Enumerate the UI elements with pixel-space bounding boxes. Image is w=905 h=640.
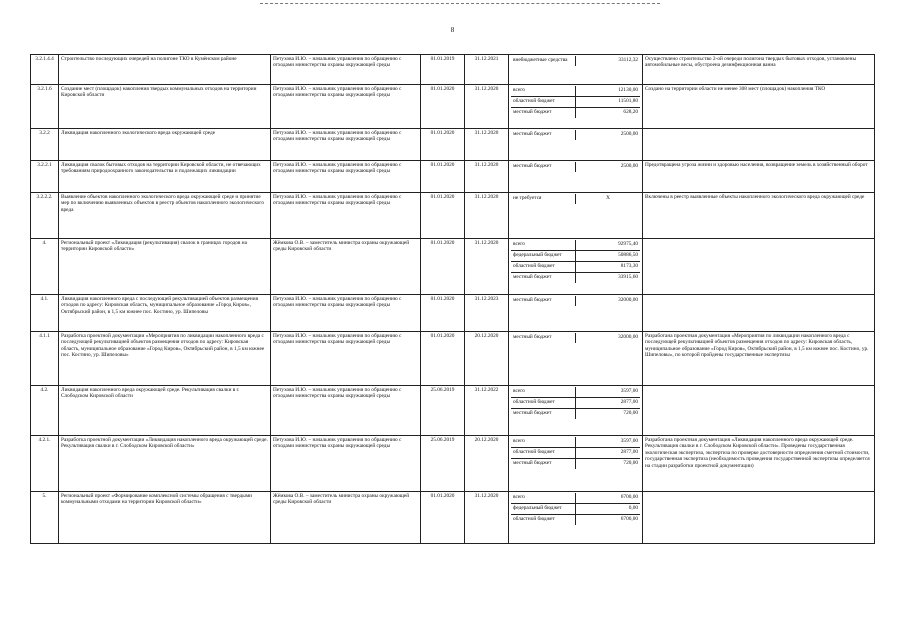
funding-source-label: областной бюджет [511,515,576,525]
funding-sources [509,492,643,544]
start-date: 01.01.2020 [421,129,465,161]
end-date: 20.12.2020 [465,436,509,492]
funding-source-row [511,459,640,469]
table-row [31,295,875,332]
activity-name: Ликвидация накопленного вреда окружающей среде. Рекультивация свалки в г. Слободском Кировской области [59,386,271,436]
funding-source-row [511,296,640,306]
start-date: 01.01.2020 [421,193,465,239]
funding-amount: 92975,40 [618,241,638,247]
responsible-person: Петухова И.Ю. – начальник управления по обращению с отходами министерства охраны окружающей среды [271,129,421,161]
table-row [31,386,875,436]
funding-amount: 720,00 [623,460,638,466]
end-date: 31.12.2020 [465,239,509,295]
activity-name: Выявление объектов накопленного экологического вреда окружающей среде и принятие мер по включению выявленных объектов в реестр объектов накопленного экологического вреда [59,193,271,239]
table-row [31,129,875,161]
table-row [31,55,875,85]
funding-source-label: местный бюджет [511,459,576,469]
funding-amount: 2500,00 [620,163,638,169]
start-date: 01.01.2020 [421,239,465,295]
funding-source-row [511,515,640,525]
funding-source-label: не требуется [511,194,576,204]
table-row [31,436,875,492]
start-date: 01.01.2020 [421,85,465,129]
responsible-person: Петухова И.Ю. – начальник управления по обращению с отходами министерства охраны окружающей среды [271,386,421,436]
funding-source-label: местный бюджет [511,273,576,283]
expected-result: Осуществлено строительство 2-ой очереди полигона твердых бытовых отходов, установлены автомобильные весы, обустроена дезинфекционная ванна [643,55,875,85]
activity-name: Ликвидация свалок бытовых отходов на территории Кировской области, не отвечающих требованиям природоохранного законодательства и подлежащих ликвидации [59,161,271,193]
funding-source-label: областной бюджет [511,448,576,458]
expected-result: Разработана проектная документация «Ликвидация накопленного вреда окружающей среде. Рекультивация свалки в г. Слободском Кировской области». Проведены государственная экологическая экспертиза, экспертиза по проверке достоверности определения сметной стоимости, государственная экспертиза (необходимость проведения государственной экспертизы определяется на стадии разработки проектной документации) [643,436,875,492]
funding-source-label: федеральный бюджет [511,251,576,261]
activities-table [30,54,875,544]
funding-source-row [511,333,640,343]
end-date: 20.12.2020 [465,332,509,386]
funding-amount: 32000,00 [618,334,638,340]
funding-sources [509,295,643,332]
page-number: 8 [450,26,455,34]
funding-source-label: местный бюджет [511,333,576,343]
row-number: 3.2.2.2. [31,193,59,239]
activities-table-body [31,55,875,544]
responsible-person: Петухова И.Ю. – начальник управления по обращению с отходами министерства охраны окружающей среды [271,55,421,85]
funding-source-row [511,273,640,283]
row-number: 3.2.2 [31,129,59,161]
funding-source-row [511,130,640,140]
table-row [31,239,875,295]
funding-source-label: местный бюджет [511,409,576,419]
funding-source-row [511,240,640,251]
end-date: 31.12.2020 [465,193,509,239]
funding-source-label: местный бюджет [511,162,576,172]
row-number: 4.2.1. [31,436,59,492]
expected-result: Создано на территории области не менее 308 мест (площадок) накопления ТКО [643,85,875,129]
funding-sources [509,55,643,85]
funding-amount: 33112,32 [618,57,638,63]
activity-name: Создание мест (площадок) накопления твердых коммунальных отходов на территории Кировской области [59,85,271,129]
row-number: 4.1.1 [31,332,59,386]
start-date: 01.01.2019 [421,55,465,85]
funding-source-row [511,108,640,118]
end-date: 31.12.2021 [465,55,509,85]
table-row [31,85,875,129]
funding-source-row [511,437,640,448]
start-date: 01.01.2020 [421,332,465,386]
start-date: 01.01.2020 [421,161,465,193]
end-date: 31.12.2023 [465,295,509,332]
row-number: 4. [31,239,59,295]
funding-source-label: федеральный бюджет [511,504,576,514]
funding-source-row [511,409,640,419]
responsible-person: Петухова И.Ю. – начальник управления по обращению с отходами министерства охраны окружающей среды [271,332,421,386]
funding-source-row [511,251,640,262]
funding-source-label: местный бюджет [511,108,576,118]
end-date: 31.12.2020 [465,161,509,193]
table-row [31,193,875,239]
end-date: 31.12.2020 [465,129,509,161]
funding-source-row [511,97,640,108]
responsible-person: Петухова И.Ю. – начальник управления по обращению с отходами министерства охраны окружающей среды [271,436,421,492]
responsible-person: Петухова И.Ю. – начальник управления по обращению с отходами министерства охраны окружающей среды [271,85,421,129]
row-number: 4.1. [31,295,59,332]
funding-sources [509,436,643,492]
funding-amount: 12130,00 [618,87,638,93]
activity-name: Региональный проект «Формирование комплексной системы обращения с твердыми коммунальными отходами на территории Кировской области» [59,492,271,544]
table-row [31,161,875,193]
funding-source-row [511,56,640,66]
funding-sources [509,386,643,436]
funding-source-label: всего [511,437,576,447]
funding-amount: 2500,00 [620,131,638,137]
responsible-person: Жёмкова О.В. – заместитель министра охраны окружающей среды Кировской области [271,239,421,295]
row-number: 3.2.2.1 [31,161,59,193]
funding-amount: 3597,00 [620,388,638,394]
funding-source-label: всего [511,86,576,96]
funding-sources [509,85,643,129]
expected-result [643,129,875,161]
expected-result [643,386,875,436]
funding-source-row [511,162,640,172]
funding-sources [509,332,643,386]
funding-source-row [511,194,640,204]
responsible-person: Жёмкова О.В. – заместитель министра охраны окружающей среды Кировской области [271,492,421,544]
end-date: 31.12.2022 [465,386,509,436]
funding-amount: 2877,00 [620,399,638,405]
row-number: 4.2. [31,386,59,436]
funding-amount: Х [606,195,610,201]
table-row [31,492,875,544]
funding-amount: 0,00 [628,505,638,511]
funding-sources [509,193,643,239]
table-row [31,332,875,386]
activity-name: Разработка проектной документации «Мероприятия по ликвидации накопленного вреда с последующей рекультивацией объектов размещения отходов по адресу: Кировская область, муниципальное образование «Город Киров», Октябрьский район, в 1,5 км южнее пос. Костино, ур. Шипеловы» [59,332,271,386]
expected-result: Разработана проектная документация «Мероприятия по ликвидации накопленного вреда с последующей рекультивацией объектов размещения отходов по адресу: Кировская область, муниципальное образование «Город Киров», Октябрьский район, в 1,5 км южнее пос. Костино, ур. Шипеловы», по которой пройдены государственные экспертизы [643,332,875,386]
funding-source-row [511,448,640,459]
funding-amount: 628,20 [623,109,638,115]
expected-result [643,295,875,332]
funding-amount: 33915,60 [618,274,638,280]
funding-source-row [511,504,640,515]
scan-artifact-line [260,3,660,4]
funding-source-label: областной бюджет [511,97,576,107]
row-number: 5. [31,492,59,544]
funding-amount: 50886,50 [618,252,638,258]
expected-result [643,492,875,544]
expected-result: Предотвращена угроза жизни и здоровью населения, возвращение земель в хозяйственный оборот [643,161,875,193]
end-date: 31.12.2020 [465,492,509,544]
responsible-person: Петухова И.Ю. – начальник управления по обращению с отходами министерства охраны окружающей среды [271,295,421,332]
expected-result: Включены в реестр выявленные объекты накопленного экологического вреда окружающей среде [643,193,875,239]
funding-amount: 6700,00 [620,494,638,500]
responsible-person: Петухова И.Ю. – начальник управления по обращению с отходами министерства охраны окружающей среды [271,161,421,193]
start-date: 25.06.2019 [421,386,465,436]
funding-source-row [511,387,640,398]
responsible-person: Петухова И.Ю. – начальник управления по обращению с отходами министерства охраны окружающей среды [271,193,421,239]
activity-name: Региональный проект «Ликвидация (рекультивация) свалок в границах городов на территории Кировской области» [59,239,271,295]
funding-amount: 32000,00 [618,297,638,303]
funding-amount: 11501,80 [618,98,638,104]
activity-name: Разработка проектной документации «Ликвидация накопленного вреда окружающей среде. Рекультивация свалки в г. Слободском Кировской области» [59,436,271,492]
funding-source-label: местный бюджет [511,130,576,140]
funding-amount: 8173,30 [620,263,638,269]
funding-source-label: всего [511,493,576,503]
start-date: 01.01.2020 [421,295,465,332]
funding-source-label: всего [511,240,576,250]
funding-source-label: всего [511,387,576,397]
funding-sources [509,129,643,161]
funding-amount: 2877,00 [620,449,638,455]
row-number: 3.2.1.6 [31,85,59,129]
funding-source-label: внебюджетные средства [511,56,576,66]
funding-source-row [511,493,640,504]
row-number: 3.2.1.4.4 [31,55,59,85]
funding-amount: 720,00 [623,410,638,416]
funding-sources [509,161,643,193]
funding-source-row [511,398,640,409]
end-date: 31.12.2020 [465,85,509,129]
activity-name: Ликвидация накопленного экологического вреда окружающей среде [59,129,271,161]
funding-source-label: областной бюджет [511,398,576,408]
expected-result [643,239,875,295]
funding-source-row [511,262,640,273]
funding-amount: 6700,00 [620,516,638,522]
activity-name: Строительство последующих очередей на полигоне ТКО в Кумёнском районе [59,55,271,85]
activity-name: Ликвидация накопленного вреда с последующей рекультивацией объектов размещения отходов по адресу: Кировская область, муниципальное образование «Город Киров», Октябрьский район, в 1,5 км южнее пос. Костино, ур. Шипеловы [59,295,271,332]
start-date: 01.01.2020 [421,492,465,544]
funding-source-label: местный бюджет [511,296,576,306]
funding-amount: 3597,00 [620,438,638,444]
funding-source-label: областной бюджет [511,262,576,272]
funding-sources [509,239,643,295]
funding-source-row [511,86,640,97]
start-date: 25.06.2019 [421,436,465,492]
